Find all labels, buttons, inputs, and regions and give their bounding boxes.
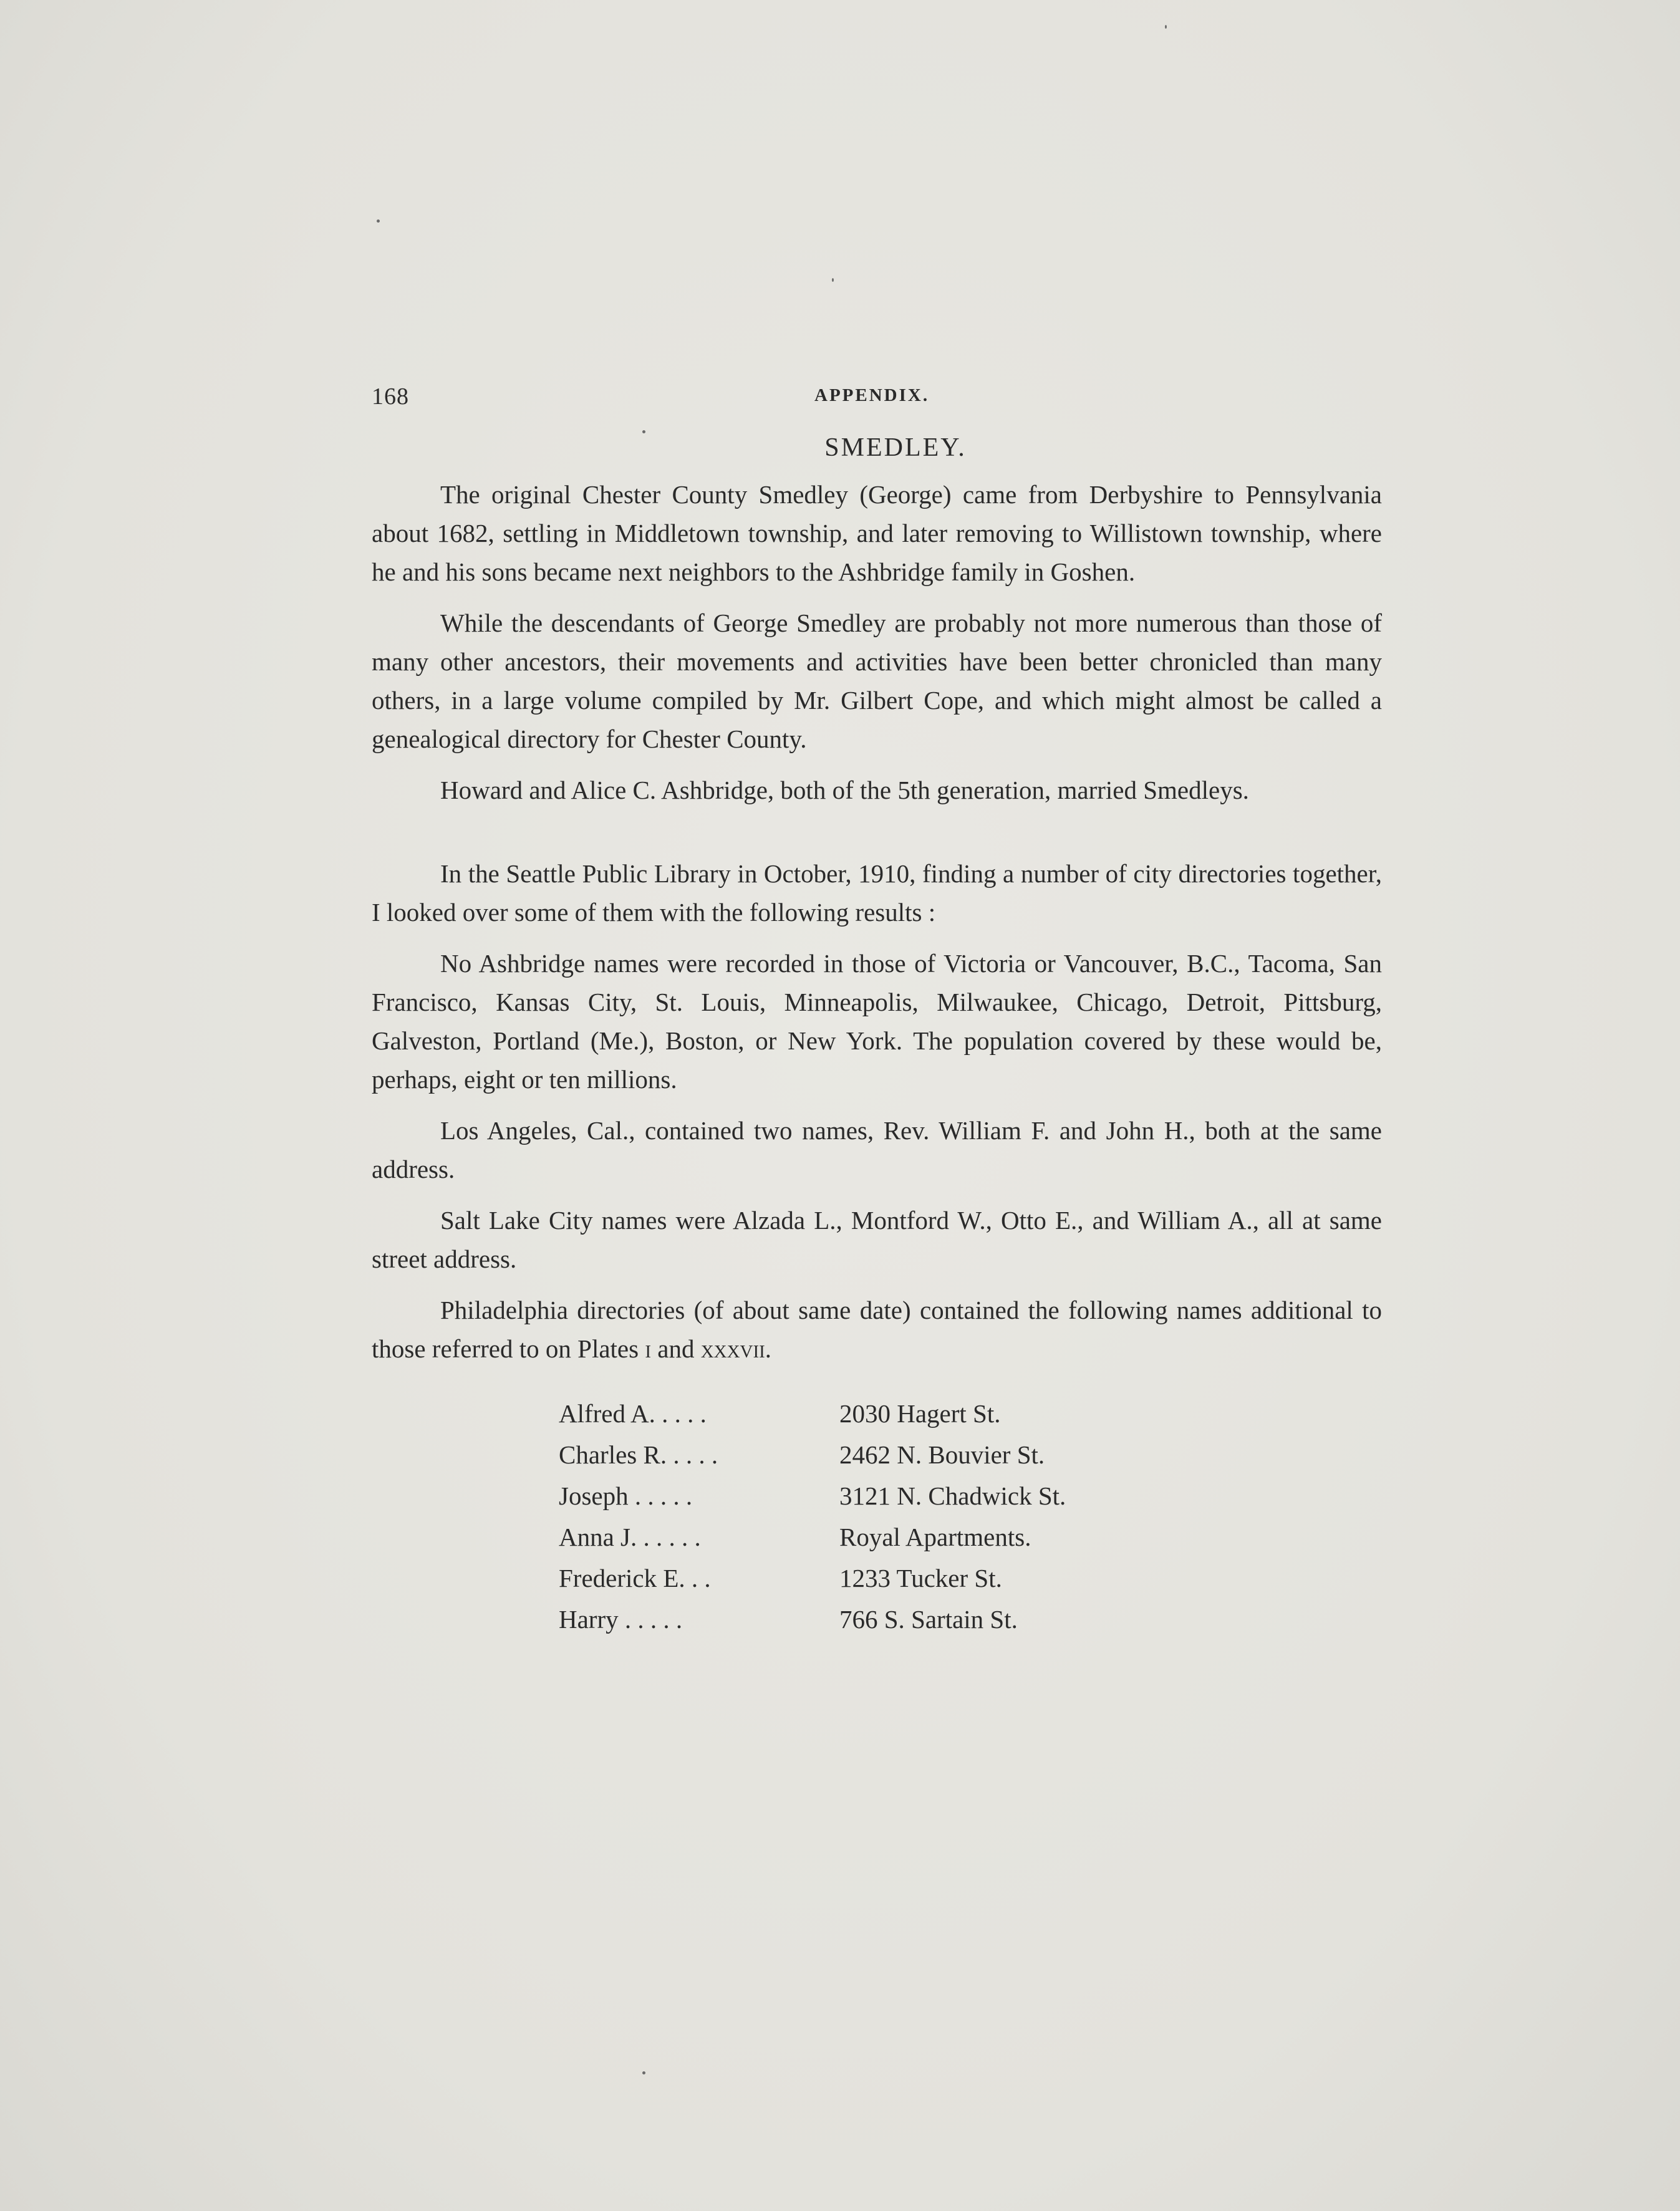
paragraph-descendants: While the descendants of George Smedley are probably not more numerous than those of many other ancestors, their movements and activities have been better chronicled than many others, in a large volume compiled by Mr. Gilbert Cope, and which might almost be called a genealogical directory for Chester County. <box>372 609 1382 753</box>
text-block <box>372 374 1382 1640</box>
paragraph-no-ashbridge: No Ashbridge names were recorded in those of Victoria or Vancouver, B.C., Tacoma, San Francisco, Kansas City, St. Louis, Minneapolis, Milwaukee, Chicago, Detroit, Pittsburg, Galveston, Portland (Me.), Boston, or New York. The population covered by these would be, perhaps, eight or ten millions. <box>372 949 1382 1094</box>
paper-speck <box>377 219 380 223</box>
table-row <box>559 1475 1066 1516</box>
resident-name: Anna J. . . . . . <box>559 1523 701 1551</box>
paragraph-marriages: Howard and Alice C. Ashbridge, both of the 5th generation, married Smedleys. <box>440 776 1249 804</box>
address-table <box>559 1393 1066 1640</box>
table-row <box>559 1599 1066 1640</box>
street-address: 2462 N. Bouvier St. <box>839 1440 1045 1469</box>
paper-speck <box>1165 25 1167 29</box>
plate-one-reference: i <box>645 1334 651 1363</box>
street-address: 766 S. Sartain St. <box>839 1605 1018 1634</box>
resident-name: Alfred A. . . . . <box>559 1399 707 1428</box>
street-address: 1233 Tucker St. <box>839 1564 1002 1592</box>
table-row <box>559 1516 1066 1558</box>
paragraph-los-angeles: Los Angeles, Cal., contained two names, Rev. William F. and John H., both at the same address. <box>372 1116 1382 1183</box>
street-address: Royal Apartments. <box>839 1523 1031 1551</box>
resident-name: Joseph . . . . . <box>559 1481 693 1510</box>
paper-speck <box>832 278 834 282</box>
resident-name: Charles R. . . . . <box>559 1440 718 1469</box>
period-text: . <box>765 1334 772 1363</box>
page-number: 168 <box>372 383 409 410</box>
paragraph-seattle-library: In the Seattle Public Library in October, 1910, finding a number of city directories together, I looked over some of them with the following results : <box>372 859 1382 927</box>
plate-two-reference: xxxvii <box>700 1334 765 1363</box>
and-text: and <box>651 1334 701 1363</box>
running-head <box>372 374 1382 424</box>
philadelphia-text: Philadelphia directories (of about same date) contained the following names additional to those referred to on Plates <box>372 1296 1382 1363</box>
paragraph-origin: The original Chester County Smedley (George) came from Derbyshire to Pennsylvania about 1682, settling in Middletown township, and later removing to Willistown township, where he and his sons became next neighbors to the Ashbridge family in Goshen. <box>372 480 1382 586</box>
running-title: APPENDIX. <box>814 385 930 405</box>
section-title: SMEDLEY. <box>824 433 967 462</box>
paragraph-philadelphia <box>372 1291 1382 1368</box>
table-row <box>559 1558 1066 1599</box>
paper-speck <box>642 2071 645 2074</box>
resident-name: Frederick E. . . <box>559 1564 711 1592</box>
table-row <box>559 1393 1066 1434</box>
table-row <box>559 1434 1066 1475</box>
street-address: 3121 N. Chadwick St. <box>839 1481 1066 1510</box>
paragraph-salt-lake: Salt Lake City names were Alzada L., Montford W., Otto E., and William A., all at same street address. <box>372 1206 1382 1273</box>
street-address: 2030 Hagert St. <box>839 1399 1001 1428</box>
resident-name: Harry . . . . . <box>559 1605 683 1634</box>
